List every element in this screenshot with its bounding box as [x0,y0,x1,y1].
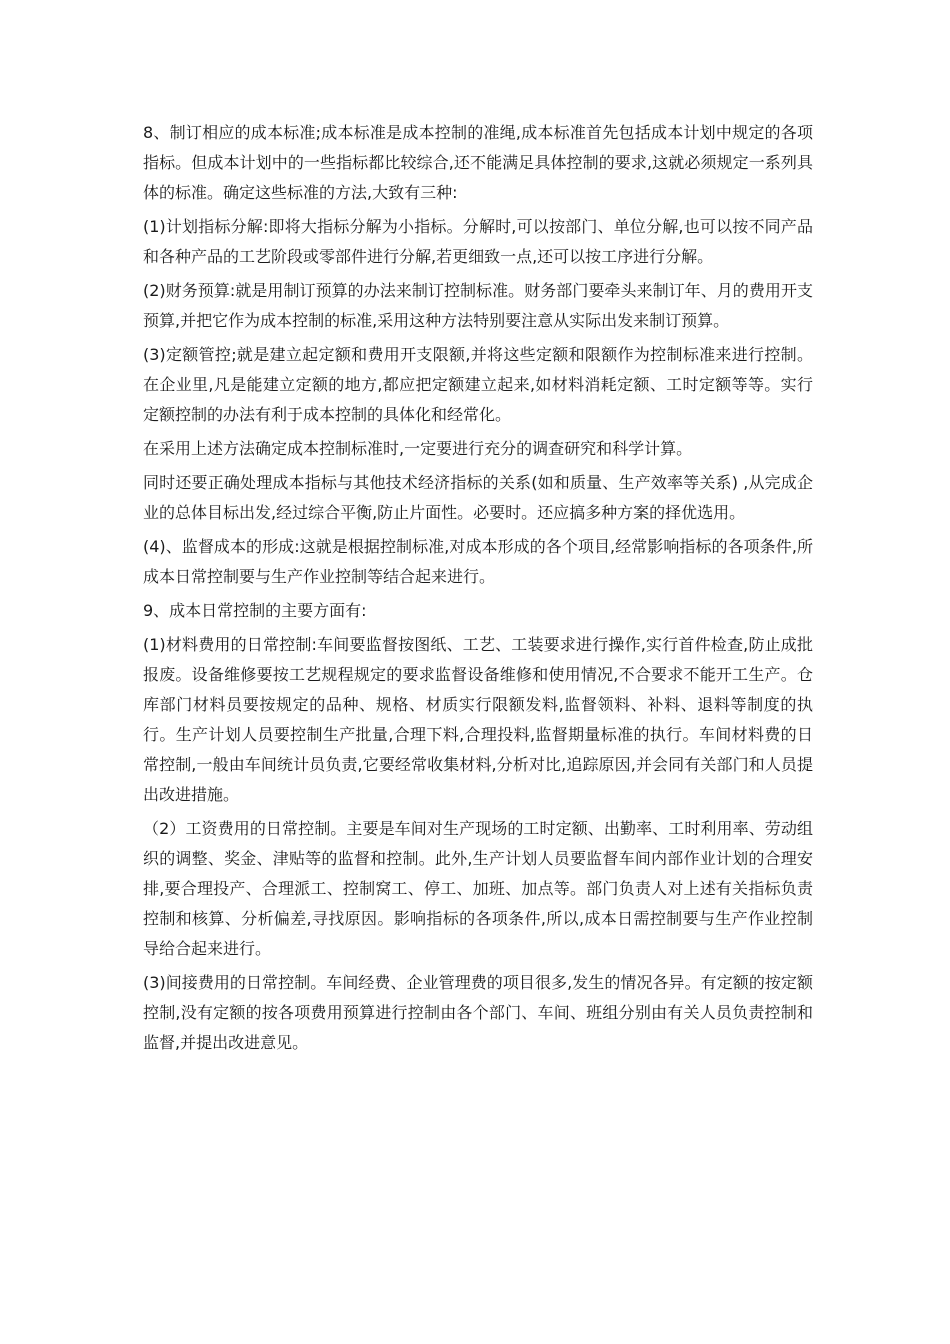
paragraph-cost-standard: 8、制订相应的成本标准;成本标准是成本控制的准绳,成本标准首先包括成本计划中规定的各项指标。但成本计划中的一些指标都比较综合,还不能满足具体控制的要求,这就必须规定一系列具体的标准。确定这些标准的方法,大致有三种: [143,123,813,202]
paragraph-indirect-cost-control: (3)间接费用的日常控制。车间经费、企业管理费的项目很多,发生的情况各异。有定额的按定额控制,没有定额的按各项费用预算进行控制由各个部门、车间、班组分别由有关人员负责控制和监督,并提出改进意见。 [143,973,813,1052]
paragraph-plan-index-breakdown: (1)计划指标分解:即将大指标分解为小指标。分解时,可以按部门、单位分解,也可以按不同产品和各种产品的工艺阶段或零部件进行分解,若更细致一点,还可以按工序进行分解。 [143,217,813,266]
paragraph-index-relations: 同时还要正确处理成本指标与其他技术经济指标的关系(如和质量、生产效率等关系) ,从完成企业的总体目标出发,经过综合平衡,防止片面性。必要时。还应搞多种方案的择优选用。 [143,473,813,522]
document-body [143,118,813,1062]
paragraph-financial-budget: (2)财务预算:就是用制订预算的办法来制订控制标准。财务部门要牵头来制订年、月的费用开支预算,并把它作为成本控制的标准,采用这种方法特别要注意从实际出发来制订预算。 [143,281,813,330]
paragraph-material-cost-control: (1)材料费用的日常控制:车间要监督按图纸、工艺、工装要求进行操作,实行首件检查,防止成批报废。设备维修要按工艺规程规定的要求监督设备维修和使用情况,不合要求不能开工生产。仓库部门材料员要按规定的品种、规格、材质实行限额发料,监督领料、补料、退料等制度的执行。生产计划人员要控制生产批量,合理下料,合理投料,监督期量标准的执行。车间材料费的日常控制,一般由车间统计员负责,它要经常收集材料,分析对比,追踪原因,并会同有关部门和人员提出改进措施。 [143,635,813,804]
paragraph-wage-cost-control: （2）工资费用的日常控制。主要是车间对生产现场的工时定额、出勤率、工时利用率、劳动组织的调整、奖金、津贴等的监督和控制。此外,生产计划人员要监督车间内部作业计划的合理安排,要合理投产、合理派工、控制窝工、停工、加班、加点等。部门负责人对上述有关指标负责控制和核算、分析偏差,寻找原因。影响指标的各项条件,所以,成本日需控制要与生产作业控制导给合起来进行。 [143,819,813,958]
paragraph-daily-control-heading: 9、成本日常控制的主要方面有: [143,601,367,620]
paragraph-supervise-cost: (4)、监督成本的形成:这就是根据控制标准,对成本形成的各个项目,经常影响指标的各项条件,所成本日常控制要与生产作业控制等结合起来进行。 [143,537,813,586]
paragraph-quota-control: (3)定额管控;就是建立起定额和费用开支限额,并将这些定额和限额作为控制标准来进行控制。在企业里,凡是能建立定额的地方,都应把定额建立起来,如材料消耗定额、工时定额等等。实行定额控制的办法有利于成本控制的具体化和经常化。 [143,345,813,424]
paragraph-research-note: 在采用上述方法确定成本控制标准时,一定要进行充分的调查研究和科学计算。 [143,439,693,458]
